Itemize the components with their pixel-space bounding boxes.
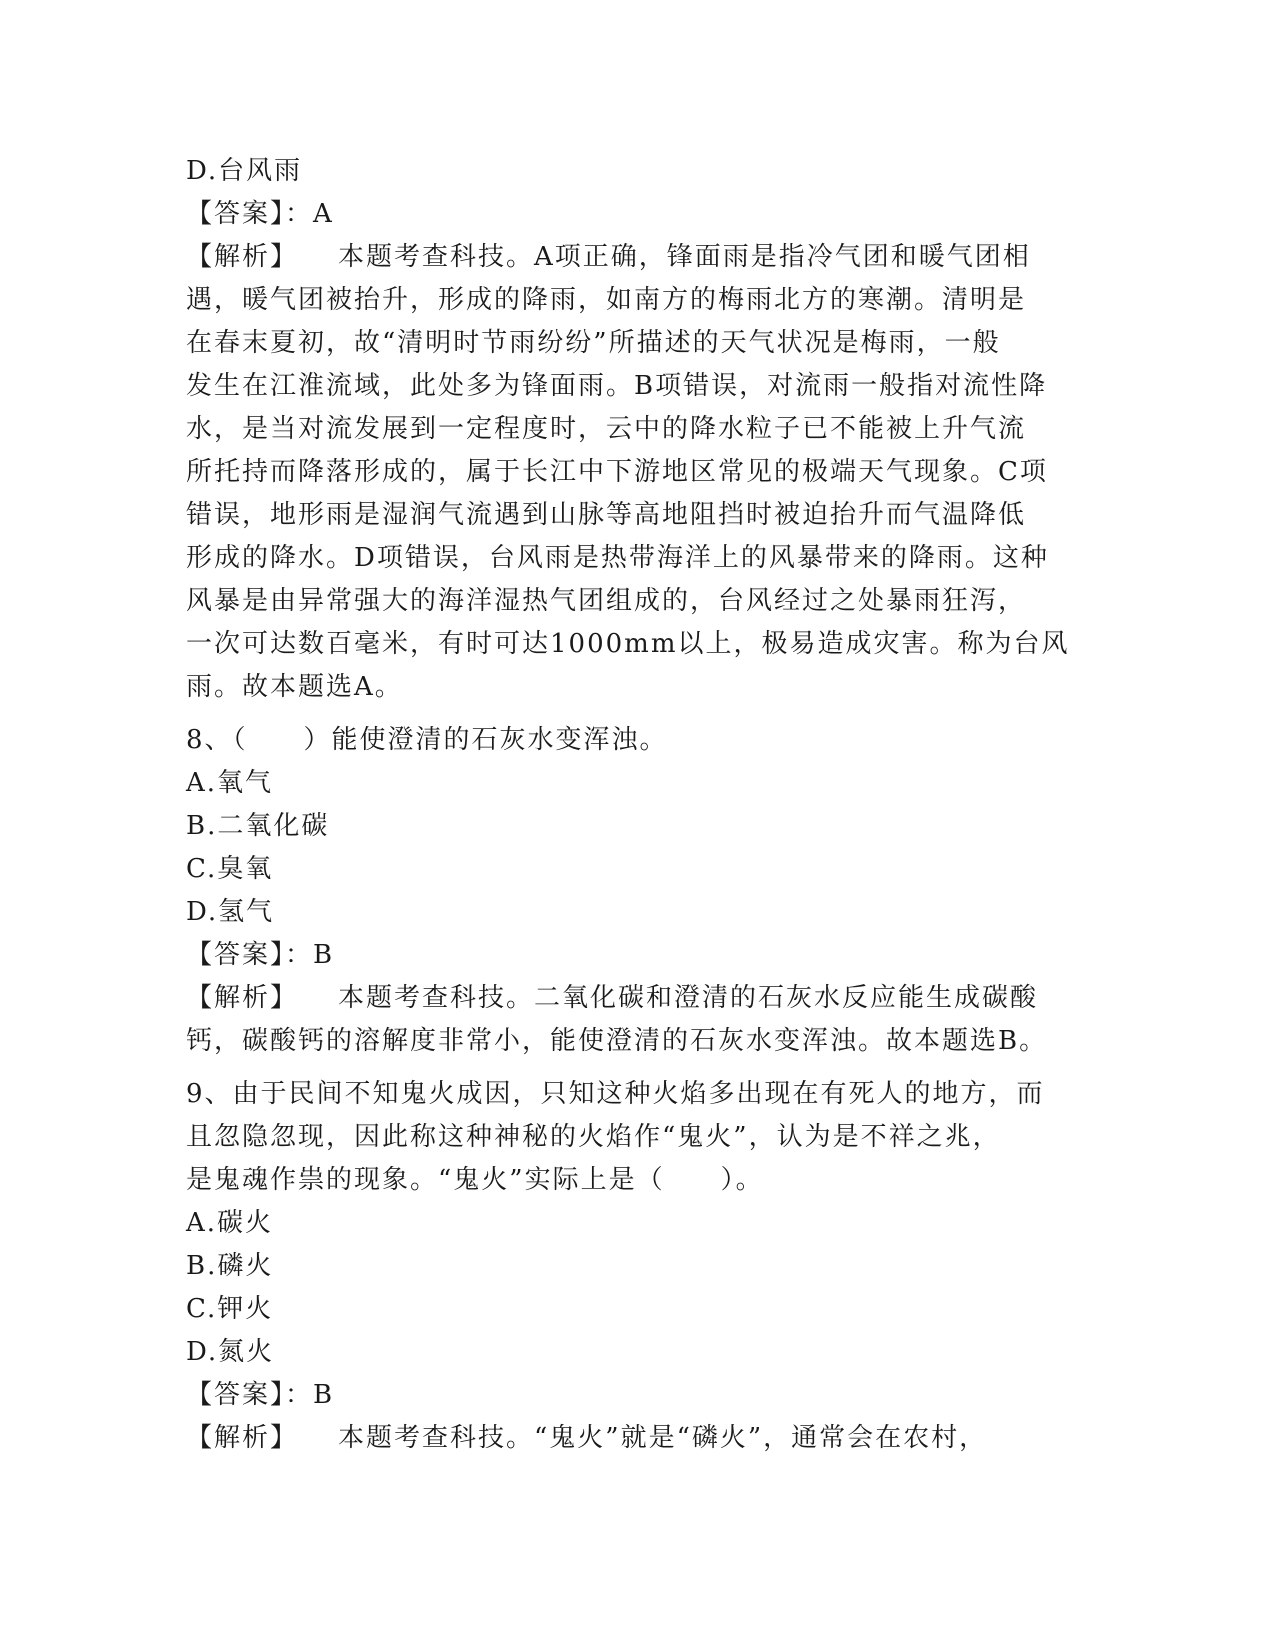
q7-analysis-line-9: 一次可达数百毫米，有时可达1000mm以上，极易造成灾害。称为台风 — [186, 629, 1070, 659]
q8-answer — [186, 934, 1091, 977]
q7-analysis-line-7: 形成的降水。D项错误，台风雨是热带海洋上的风暴带来的降雨。这种 — [186, 543, 1049, 573]
answer-label: 【答案】： — [186, 199, 314, 229]
analysis-label: 【解析】 — [186, 1423, 299, 1453]
q9-option-a: A.碳火 — [186, 1208, 274, 1238]
q9-question-line-2: 是鬼魂作祟的现象。“鬼火”实际上是（ ）。 — [186, 1165, 764, 1195]
answer-label: 【答案】： — [186, 1380, 314, 1410]
q7-analysis-line-0 — [186, 236, 1091, 279]
q7-analysis-line-5: 所托持而降落形成的，属于长江中下游地区常见的极端天气现象。C项 — [186, 457, 1048, 487]
analysis-label: 【解析】 — [186, 983, 299, 1013]
q9-option-b: B.磷火 — [186, 1251, 274, 1281]
q7-analysis-line-4: 水，是当对流发展到一定程度时，云中的降水粒子已不能被上升气流 — [186, 414, 1027, 444]
q8-option-c: C.臭氧 — [186, 854, 274, 884]
q8-option-d: D.氢气 — [186, 897, 275, 927]
q9-question-line-0: 9、由于民间不知鬼火成因，只知这种火焰多出现在有死人的地方，而 — [186, 1079, 1045, 1109]
answer-value: A — [313, 199, 334, 229]
analysis-text: 本题考查科技。A项正确，锋面雨是指冷气团和暖气团相 — [338, 242, 1031, 272]
q8-analysis-line-0 — [186, 977, 1091, 1020]
question-9-section — [186, 1073, 1091, 1460]
answer-value: B — [313, 1380, 335, 1410]
question-7-section — [186, 150, 1091, 709]
q7-option-d: D.台风雨 — [186, 156, 303, 186]
question-8-section — [186, 719, 1091, 1063]
q7-analysis-line-2: 在春末夏初，故“清明时节雨纷纷”所描述的天气状况是梅雨，一般 — [186, 328, 1001, 358]
analysis-text: 本题考查科技。二氧化碳和澄清的石灰水反应能生成碳酸 — [338, 983, 1039, 1013]
q7-answer — [186, 193, 1091, 236]
q7-analysis-line-1: 遇，暖气团被抬升，形成的降雨，如南方的梅雨北方的寒潮。清明是 — [186, 285, 1027, 315]
q8-option-b: B.二氧化碳 — [186, 811, 330, 841]
q8-question: 8、（ ）能使澄清的石灰水变浑浊。 — [186, 725, 668, 755]
q9-option-d: D.氮火 — [186, 1337, 275, 1367]
q9-analysis-line-0 — [186, 1417, 1091, 1460]
q8-analysis-line-1: 钙，碳酸钙的溶解度非常小，能使澄清的石灰水变浑浊。故本题选B。 — [186, 1026, 1048, 1056]
q9-option-c: C.钾火 — [186, 1294, 274, 1324]
answer-label: 【答案】： — [186, 940, 314, 970]
q7-analysis-line-10: 雨。故本题选A。 — [186, 672, 403, 702]
answer-value: B — [313, 940, 335, 970]
analysis-text: 本题考查科技。“鬼火”就是“磷火”，通常会在农村， — [338, 1423, 988, 1453]
q9-answer — [186, 1374, 1091, 1417]
q7-analysis-line-8: 风暴是由异常强大的海洋湿热气团组成的，台风经过之处暴雨狂泻， — [186, 586, 1027, 616]
q9-question-line-1: 且忽隐忽现，因此称这种神秘的火焰作“鬼火”，认为是不祥之兆， — [186, 1122, 1001, 1152]
analysis-label: 【解析】 — [186, 242, 299, 272]
q7-analysis-line-3: 发生在江淮流域，此处多为锋面雨。B项错误，对流雨一般指对流性降 — [186, 371, 1048, 401]
q7-analysis-line-6: 错误，地形雨是湿润气流遇到山脉等高地阻挡时被迫抬升而气温降低 — [186, 500, 1027, 530]
document-page — [186, 150, 1091, 1460]
q8-option-a: A.氧气 — [186, 768, 274, 798]
